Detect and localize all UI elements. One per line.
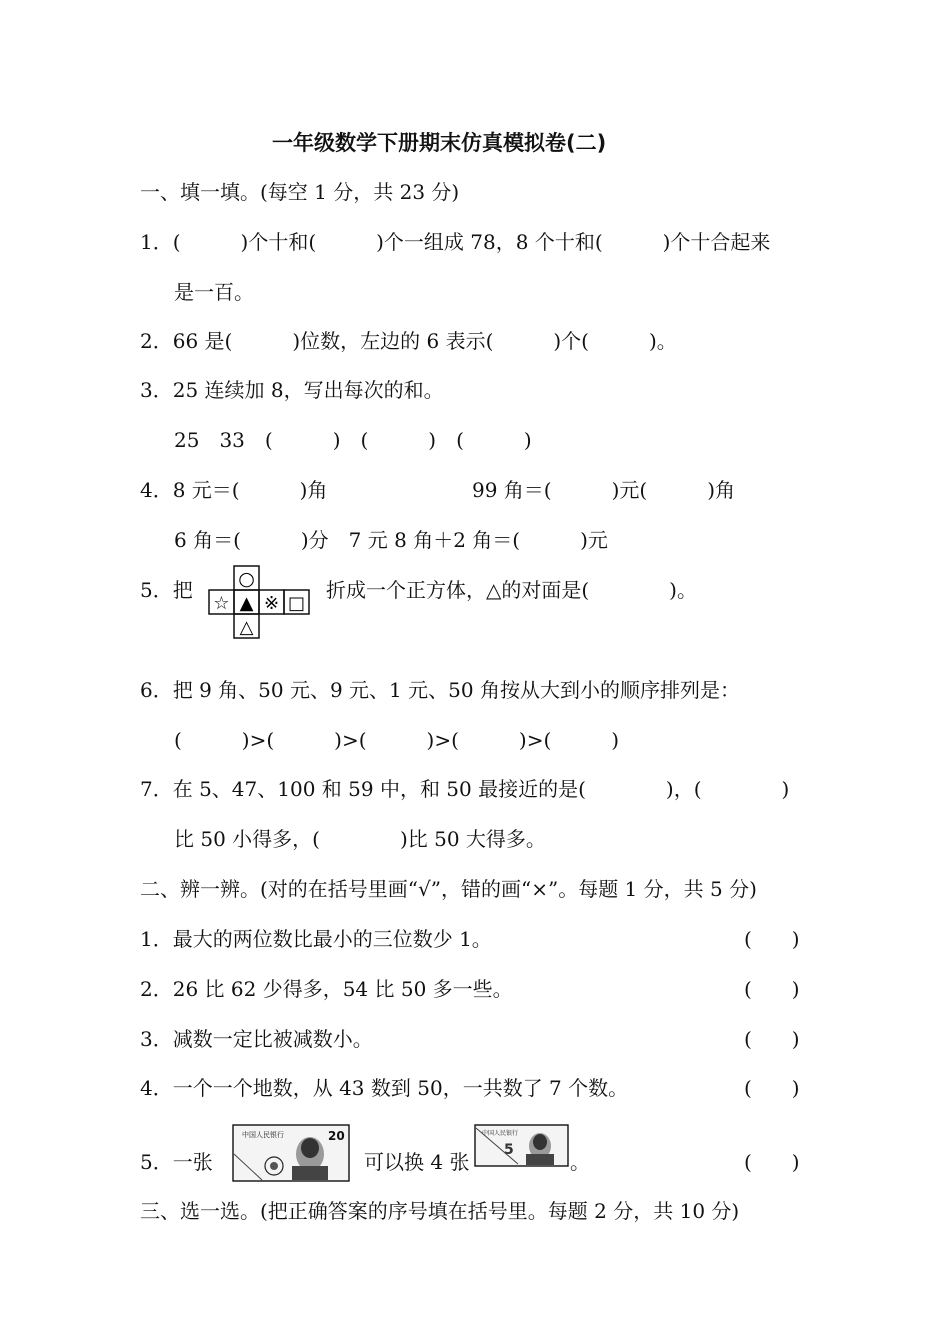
section-1-heading: 一、填一填。(每空 1 分，共 23 分) xyxy=(140,180,460,204)
question-1-2: 2．66 是( )位数，左边的 6 表示( )个( )。 xyxy=(140,329,677,353)
question-1-6-line-1: 6．把 9 角、50 元、9 元、1 元、50 角按从大到小的顺序排列是： xyxy=(140,678,740,702)
question-1-5-suffix: 折成一个正方体，△的对面是( )。 xyxy=(326,578,697,602)
star-icon: ☆ xyxy=(213,593,230,614)
filled-triangle-icon: ▲ xyxy=(239,593,254,614)
five-yuan-banknote-image xyxy=(474,1124,569,1167)
answer-paren-2-3: ( ) xyxy=(744,1027,800,1051)
question-1-6-line-2: ( )>( )>( )>( )>( ) xyxy=(174,728,620,752)
question-1-7-line-2: 比 50 小得多，( )比 50 大得多。 xyxy=(174,827,546,851)
question-2-2: 2．26 比 62 少得多，54 比 50 多一些。 xyxy=(140,977,513,1001)
question-2-1: 1．最大的两位数比最小的三位数少 1。 xyxy=(140,927,492,951)
twenty-yuan-banknote-image xyxy=(232,1124,350,1182)
question-1-4-right: 99 角＝( )元( )角 xyxy=(472,478,736,502)
cube-net-figure xyxy=(208,565,312,641)
question-2-5-suffix: 。 xyxy=(570,1150,590,1174)
question-2-5-middle: 可以换 4 张 xyxy=(364,1150,470,1174)
triangle-icon: △ xyxy=(239,617,254,638)
answer-paren-2-2: ( ) xyxy=(744,977,800,1001)
question-1-5-prefix: 5．把 xyxy=(140,578,193,602)
page-title: 一年级数学下册期末仿真模拟卷(二) xyxy=(272,131,607,155)
reference-mark-icon: ※ xyxy=(263,593,280,614)
answer-paren-2-5: ( ) xyxy=(744,1150,800,1174)
banknote-denomination-5: 5 xyxy=(504,1142,514,1158)
answer-paren-2-1: ( ) xyxy=(744,927,800,951)
question-1-4-left: 4．8 元＝( )角 xyxy=(140,478,328,502)
square-icon: □ xyxy=(287,593,306,614)
question-1-1-line-2: 是一百。 xyxy=(174,280,254,304)
question-1-3-line-1: 3．25 连续加 8，写出每次的和。 xyxy=(140,378,444,402)
banknote-bank-name: 中国人民银行 xyxy=(242,1131,284,1139)
banknote-denomination-20: 20 xyxy=(328,1129,345,1143)
question-1-3-line-2: 25 33 ( ) ( ) ( ) xyxy=(174,428,532,452)
circle-icon: ○ xyxy=(238,568,255,590)
answer-paren-2-4: ( ) xyxy=(744,1076,800,1100)
question-1-1-line-1: 1．( )个十和( )个一组成 78，8 个十和( )个十合起来 xyxy=(140,230,771,254)
section-3-heading: 三、选一选。(把正确答案的序号填在括号里。每题 2 分，共 10 分) xyxy=(140,1199,740,1223)
question-1-7-line-1: 7．在 5、47、100 和 59 中，和 50 最接近的是( )，( ) xyxy=(140,777,790,801)
section-2-heading: 二、辨一辨。(对的在括号里画“√”，错的画“×”。每题 1 分，共 5 分) xyxy=(140,877,757,901)
question-2-4: 4．一个一个地数，从 43 数到 50，一共数了 7 个数。 xyxy=(140,1076,629,1100)
question-1-4-line-2: 6 角＝( )分 7 元 8 角＋2 角＝( )元 xyxy=(174,528,608,552)
banknote-bank-name: 中国人民银行 xyxy=(482,1130,519,1137)
question-2-3: 3．减数一定比被减数小。 xyxy=(140,1027,373,1051)
question-2-5-prefix: 5．一张 xyxy=(140,1150,213,1174)
